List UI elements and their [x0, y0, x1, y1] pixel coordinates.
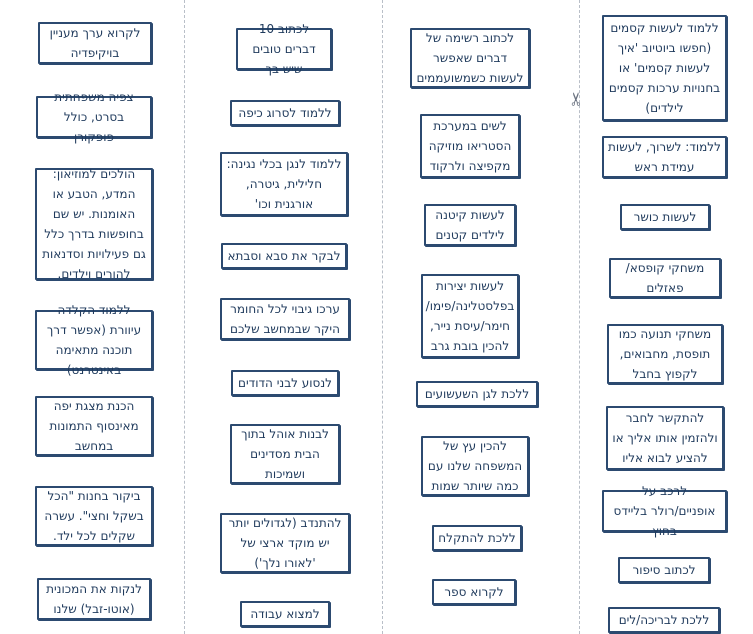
card-text: לעשות יצירות בפלסטלינה/פימו/ חימר/עיסת נייר, להכין בובת גרב — [425, 279, 515, 353]
activity-card — [606, 406, 724, 470]
card-text: ללמוד לסרוג כיפה — [238, 106, 332, 120]
activity-card — [240, 601, 330, 627]
activity-card — [410, 28, 530, 88]
card-text: לעשות קיטנה לילדים קטנים — [435, 208, 505, 242]
card-text: למצוא עבודה — [250, 607, 320, 621]
card-text: לכתוב רשימה של דברים שאפשר לעשות כשמשועממים — [416, 31, 524, 85]
activity-card — [230, 100, 340, 126]
card-text: לבקר את סבא וסבתא — [227, 249, 341, 263]
activity-card — [432, 525, 522, 551]
activity-card — [35, 303, 153, 377]
activity-card — [424, 204, 516, 246]
card-text: להתקשר לחבר ולהזמין אותו אליך או להציע לבוא אליו — [612, 411, 718, 465]
activity-card — [221, 243, 347, 269]
activity-card — [602, 15, 727, 121]
card-text: לכתוב 10 דברים טובים שיש בך — [252, 22, 316, 76]
cut-line — [382, 0, 383, 634]
card-text: לקרוא ערך מעניין בויקיפדיה — [49, 26, 141, 60]
card-text: להתנדב (לגדולים יותר יש מוקד ארצי של 'לאורו נלך') — [228, 516, 342, 570]
card-text: ללכת לגן השעשועים — [424, 387, 530, 401]
activity-card — [220, 513, 350, 573]
activity-card — [35, 396, 153, 456]
card-text: ללכת להתקלח — [438, 531, 516, 545]
card-text: ללמוד לעשות קסמים (חפשו ביוטיוב 'איך לעשות קסמים' או בחנויות ערכות קסמים לילדים) — [608, 21, 721, 115]
card-text: משחקי תנועה כמו תופסת, מחבואים, לקפוץ בחבל — [618, 327, 712, 381]
card-text: ללמוד לנגן בכלי נגינה: חלילית, גיטרה, אורגנית וכו' — [226, 157, 342, 211]
cut-line — [184, 0, 185, 634]
activity-card — [421, 274, 519, 358]
activity-card — [35, 168, 153, 280]
card-text: לקרוא ספר — [444, 585, 504, 599]
card-text: ביקור בחנות "הכל בשקל וחצי". עשרה שקלים לכל ילד. — [44, 489, 144, 543]
card-text: ללמוד הקלדה עיוורת (אפשר דרך תוכנה מתאימה באינטרנט) — [46, 303, 142, 377]
activity-card — [602, 136, 727, 178]
activity-card — [220, 152, 348, 216]
activity-card — [609, 258, 721, 298]
card-text: לנסוע לבני הדודים — [238, 376, 332, 390]
activity-card — [37, 578, 151, 620]
card-text: צפיה משפחתית בסרט, כולל פופקורן — [54, 90, 134, 144]
card-text: להכין עץ של המשפחה שלנו עם כמה שיותר שמות — [427, 439, 523, 493]
card-text: ללמוד: לשרוך, לעשות עמידת ראש — [608, 140, 721, 174]
activity-card — [220, 298, 350, 340]
activity-card — [421, 436, 529, 496]
card-text: לרכב על אופניים/רולר בליידס בחוץ — [613, 484, 716, 538]
card-text: משחקי קופסא/ פאזלים — [625, 261, 705, 295]
activity-card — [618, 557, 710, 583]
activity-card — [35, 486, 153, 546]
activity-card — [420, 114, 520, 178]
card-text: לכתוב סיפור — [632, 563, 696, 577]
activity-card — [236, 22, 332, 76]
activity-card — [38, 22, 152, 64]
activity-card — [231, 370, 339, 396]
card-text: ללכת לבריכה/לים — [618, 613, 710, 627]
card-text: לבנות אוהל בתוך הבית מסדינים ושמיכות — [241, 427, 329, 481]
card-text: ערכו גיבוי לכל החומר היקר שבמחשב שלכם — [230, 302, 340, 336]
card-text: לשים במערכת הסטריאו מוזיקה מקפיצה ולרקוד — [428, 119, 512, 173]
activity-card — [230, 424, 340, 484]
activity-card — [620, 204, 710, 230]
card-text: לנקות את המכונית (אוטו-זבל) שלנו — [46, 582, 142, 616]
card-text: לעשות כושר — [633, 210, 697, 224]
activity-card — [602, 484, 727, 538]
activity-card — [607, 324, 723, 384]
activity-card — [36, 90, 152, 144]
scissors-icon: ✂ — [566, 91, 588, 107]
activity-card — [608, 607, 720, 633]
card-text: הכנת מצגת יפה מאינסוף התמונות במחשב — [49, 399, 139, 453]
card-text: הולכים למוזיאון: המדע, הטבע או האומנות. יש שם בחופשות בדרך כלל גם פעילויות וסדנאות להורים וילדים. — [42, 167, 146, 281]
activity-card — [432, 579, 516, 605]
activity-card — [416, 381, 538, 407]
